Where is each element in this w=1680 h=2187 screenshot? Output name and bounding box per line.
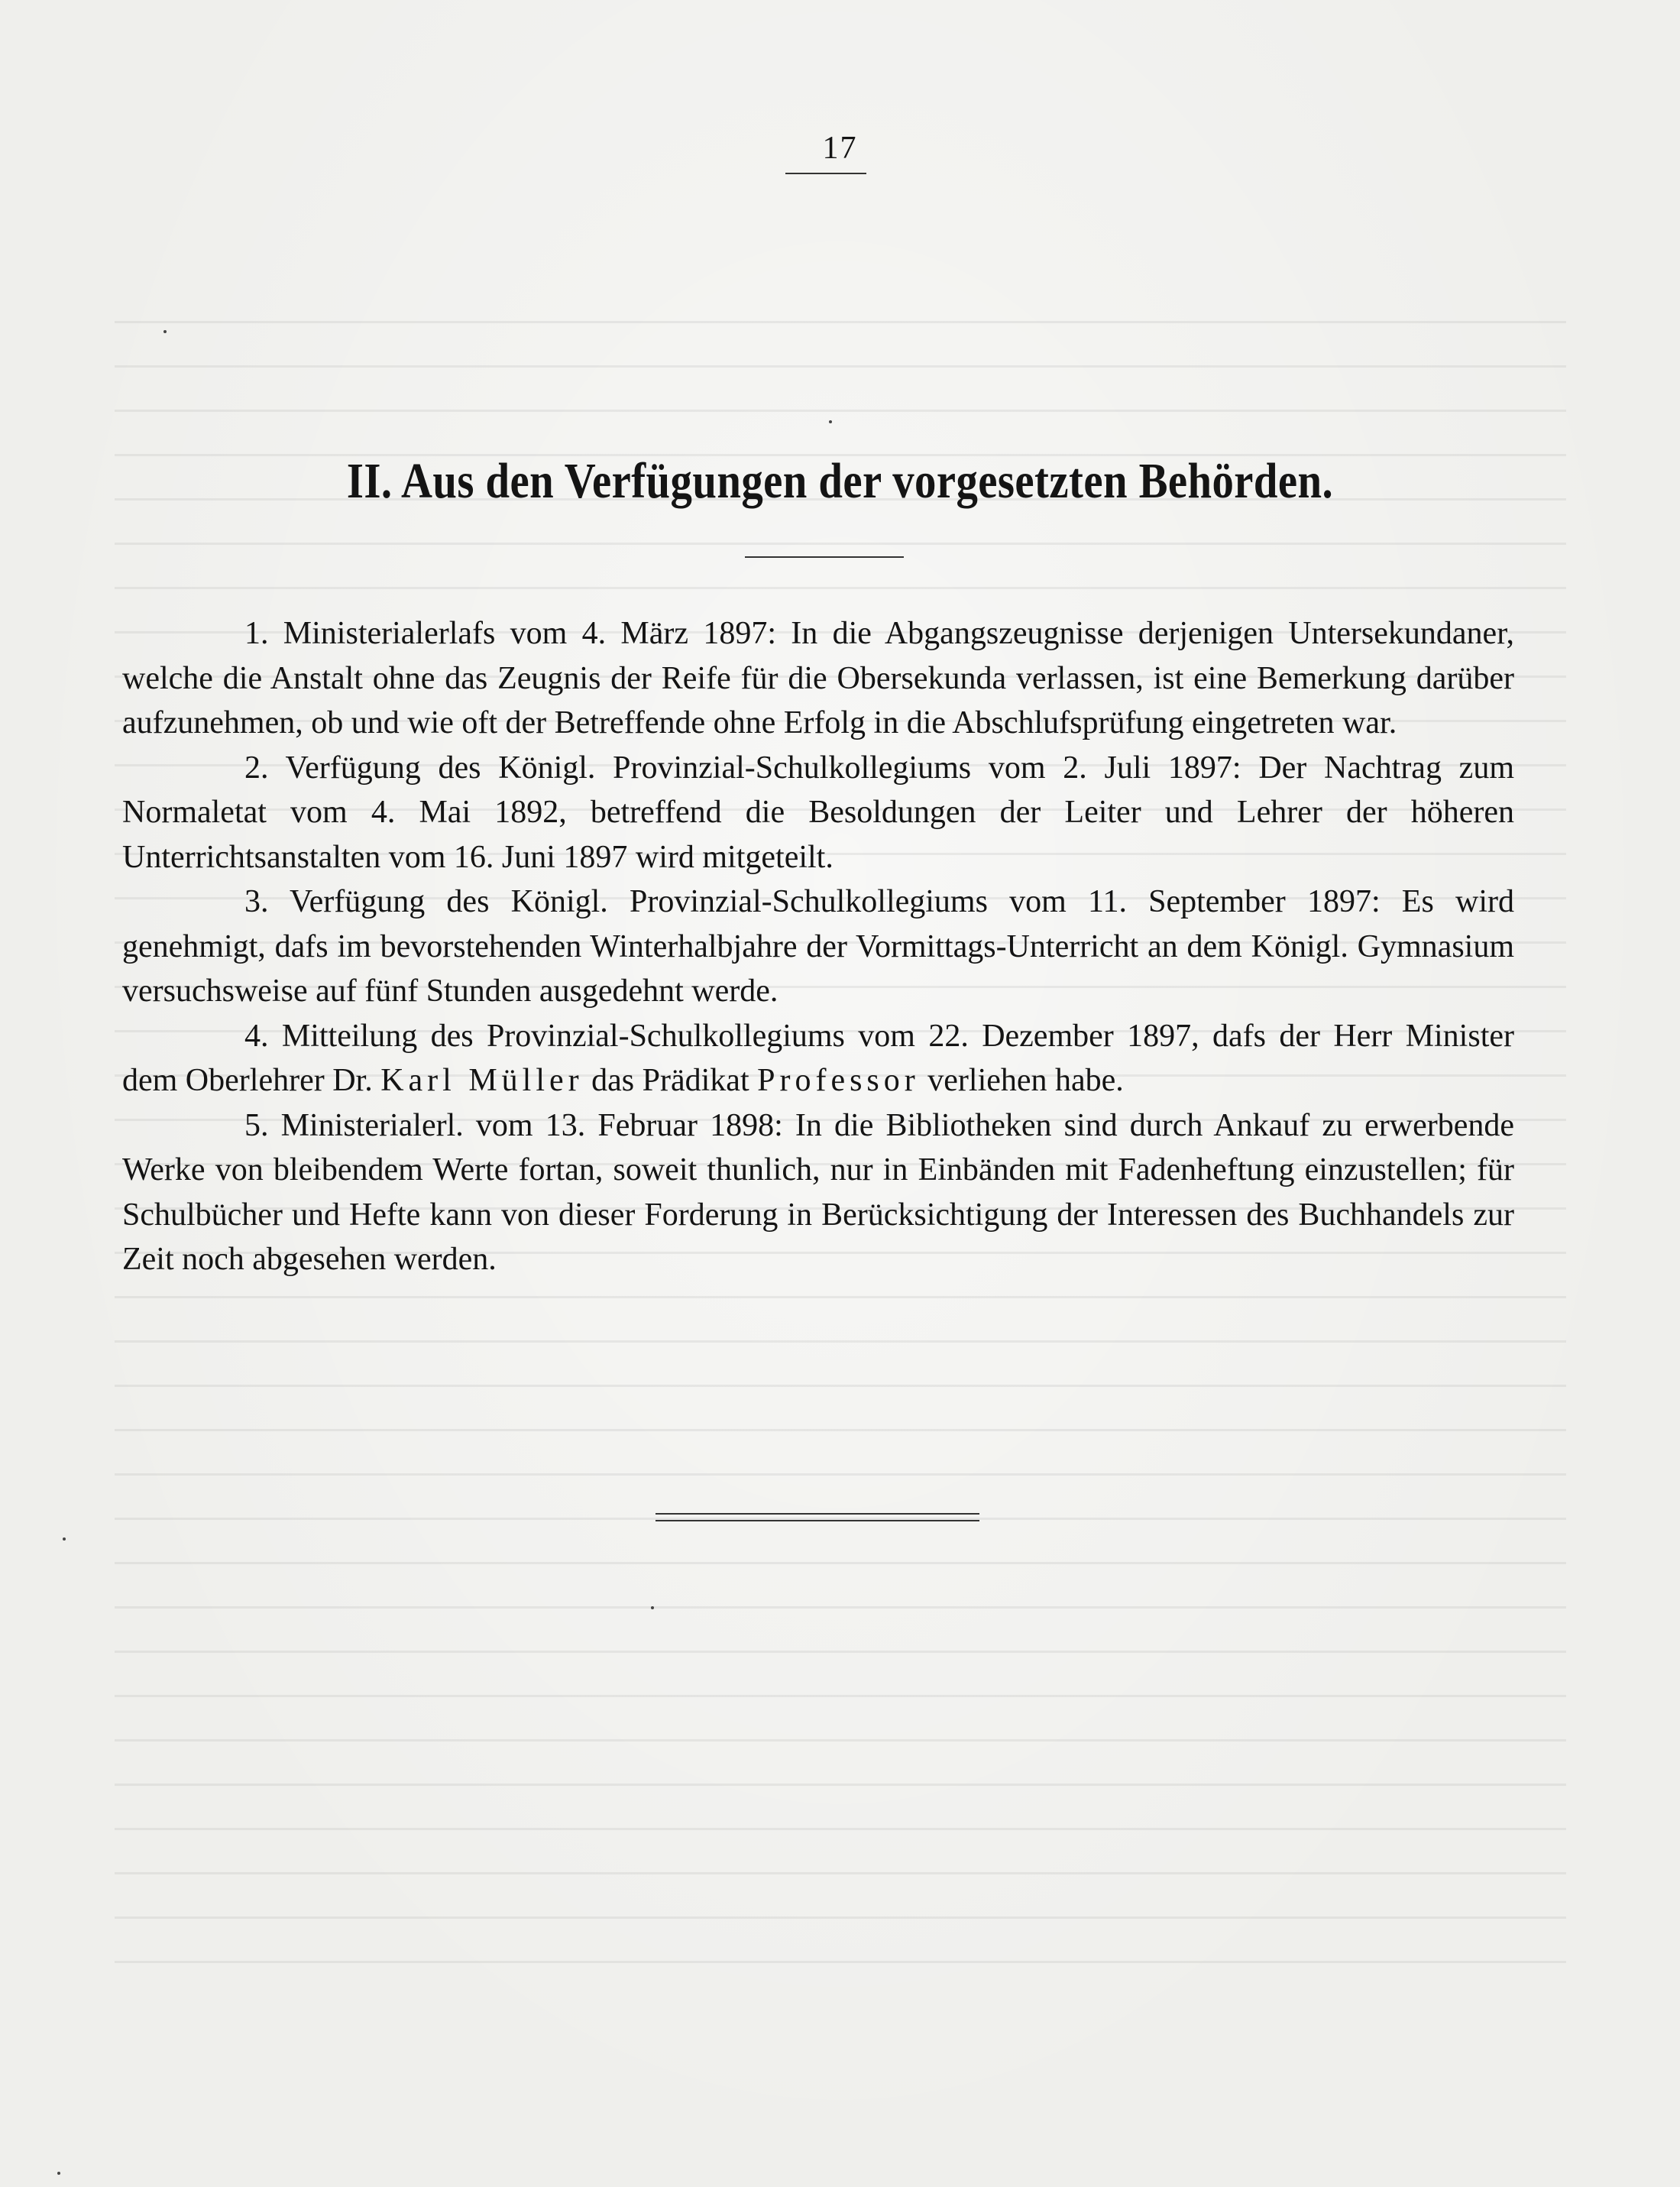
paragraph-3	[122, 880, 1514, 1014]
paragraph-4-text-a: 4. Mitteilung des Provinzial-Schulkollegiums vom 22. Dezember 1897, dafs der Herr Minister dem Oberlehrer Dr.	[122, 1018, 1514, 1098]
print-speck	[163, 330, 167, 333]
paragraph-3-text: 3. Verfügung des Königl. Provinzial-Schulkollegiums vom 11. September 1897: Es wird genehmigt, dafs im bevorstehenden Winterhalbjahre der Vormittags-Unterricht an dem Königl. Gymnasium versuchsweise auf fünf Stunden ausgedehnt werde.	[122, 884, 1514, 1009]
end-double-rule-bottom	[655, 1520, 979, 1521]
paragraph-2	[122, 746, 1514, 880]
paragraph-4-text-b: das Prädikat	[583, 1063, 758, 1098]
page-number-rule	[785, 173, 866, 174]
paragraph-4-title: Professor	[757, 1063, 920, 1098]
print-speck	[63, 1537, 66, 1541]
end-double-rule-top	[655, 1513, 979, 1515]
paragraph-4-name: Karl Müller	[380, 1063, 584, 1098]
print-speck	[829, 420, 832, 423]
paragraph-4-text-c: verliehen habe.	[919, 1063, 1124, 1098]
print-speck	[651, 1606, 654, 1609]
paragraph-1-text: 1. Ministerialerlafs vom 4. März 1897: In die Abgangszeugnisse derjenigen Untersekundaner, welche die Anstalt ohne das Zeugnis der Reife für die Obersekunda verlassen, ist eine Bemerkung darüber aufzunehmen, ob und wie oft der Betreffende ohne Erfolg in die Abschlufsprüfung eingetreten war.	[122, 616, 1514, 740]
paragraph-4	[122, 1014, 1514, 1103]
body-text	[122, 611, 1514, 1282]
paragraph-2-text: 2. Verfügung des Königl. Provinzial-Schulkollegiums vom 2. Juli 1897: Der Nachtrag zum Normaletat vom 4. Mai 1892, betreffend die Besoldungen der Leiter und Lehrer der höheren Unterrichtsanstalten vom 16. Juni 1897 wird mitgeteilt.	[122, 750, 1514, 875]
heading-rule	[745, 556, 904, 558]
page-number: 17	[822, 131, 858, 166]
section-heading: II. Aus den Verfügungen der vorgesetzten Behörden.	[346, 453, 1334, 509]
print-speck	[57, 2172, 60, 2175]
paragraph-1	[122, 611, 1514, 746]
paragraph-5	[122, 1103, 1514, 1282]
paragraph-5-text: 5. Ministerialerl. vom 13. Februar 1898: In die Bibliotheken sind durch Ankauf zu erwerbende Werke von bleibendem Werte fortan, soweit thunlich, nur in Einbänden mit Fadenheftung einzustellen; für Schulbücher und Hefte kann von dieser Forderung in Berücksichtigung der Interessen des Buchhandels zur Zeit noch abgesehen werden.	[122, 1107, 1514, 1277]
